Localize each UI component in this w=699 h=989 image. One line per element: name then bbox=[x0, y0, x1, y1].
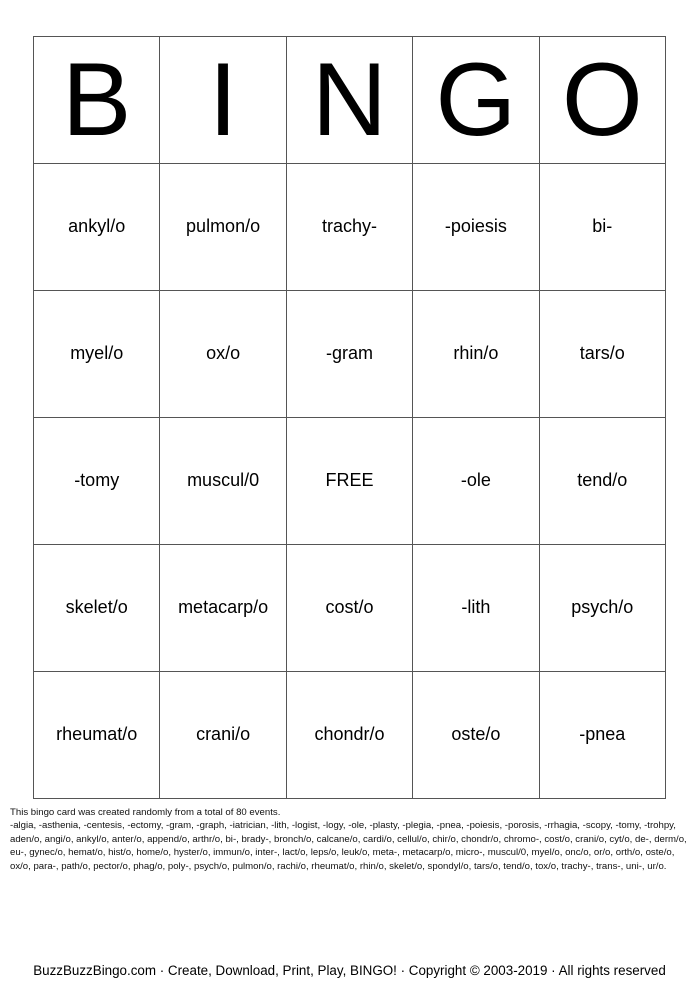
card-row bbox=[34, 418, 666, 545]
header-letter-g: G bbox=[413, 37, 539, 164]
header-letter-n: N bbox=[286, 37, 412, 164]
card-cell: rheumat/o bbox=[34, 672, 160, 799]
card-cell: cost/o bbox=[286, 545, 412, 672]
card-cell: crani/o bbox=[160, 672, 286, 799]
card-cell: -pnea bbox=[539, 672, 665, 799]
bingo-card bbox=[33, 36, 666, 799]
card-cell: skelet/o bbox=[34, 545, 160, 672]
card-cell: chondr/o bbox=[286, 672, 412, 799]
card-cell: oste/o bbox=[413, 672, 539, 799]
card-cell: tend/o bbox=[539, 418, 665, 545]
card-cell: ox/o bbox=[160, 291, 286, 418]
card-cell: psych/o bbox=[539, 545, 665, 672]
card-cell: metacarp/o bbox=[160, 545, 286, 672]
card-cell: muscul/0 bbox=[160, 418, 286, 545]
card-row bbox=[34, 291, 666, 418]
card-cell: -gram bbox=[286, 291, 412, 418]
card-row bbox=[34, 164, 666, 291]
card-cell: pulmon/o bbox=[160, 164, 286, 291]
note-intro: This bingo card was created randomly from a total of 80 events. bbox=[10, 807, 281, 818]
header-letter-i: I bbox=[160, 37, 286, 164]
card-cell: -ole bbox=[413, 418, 539, 545]
header-letter-o: O bbox=[539, 37, 665, 164]
card-cell: bi- bbox=[539, 164, 665, 291]
card-cell: -lith bbox=[413, 545, 539, 672]
footer-copyright: BuzzBuzzBingo.com · Create, Download, Print, Play, BINGO! · Copyright © 2003-2019 · All rights reserved bbox=[33, 963, 666, 978]
card-row bbox=[34, 672, 666, 799]
event-list-note bbox=[10, 806, 690, 873]
card-cell: myel/o bbox=[34, 291, 160, 418]
card-cell: -poiesis bbox=[413, 164, 539, 291]
card-cell: ankyl/o bbox=[34, 164, 160, 291]
card-cell: trachy- bbox=[286, 164, 412, 291]
card-cell: tars/o bbox=[539, 291, 665, 418]
header-row bbox=[34, 37, 666, 164]
note-events: -algia, -asthenia, -centesis, -ectomy, -gram, -graph, -iatrician, -lith, -logist, -logy, -ole, -plasty, -plegia, -pnea, -poiesis, -porosis, -rrhagia, -scopy, -tomy, -trohpy, aden/o, angi/o, ankyl/o, anter/o, append/o, arthr/o, bi-, brady-, bronch/o, calcane/o, cardi/o, cellul/o, chir/o, chondr/o, chromo-, cost/o, crani/o, cyt/o, de-, derm/o, eu-, gynec/o, hemat/o, hist/o, home/o, hyster/o, immun/o, inter-, lact/o, leps/o, leuk/o, meta-, metacarp/o, micro-, muscul/0, myel/o, onc/o, or/o, orth/o, oste/o, ox/o, para-, path/o, pector/o, phag/o, poly-, psych/o, pulmon/o, rachi/o, rheumat/o, rhin/o, skelet/o, spondyl/o, tars/o, tend/o, tox/o, trachy-, trans-, uni-, ur/o. bbox=[10, 820, 687, 872]
card-row bbox=[34, 545, 666, 672]
card-cell: rhin/o bbox=[413, 291, 539, 418]
header-letter-b: B bbox=[34, 37, 160, 164]
free-space-cell: FREE bbox=[286, 418, 412, 545]
card-cell: -tomy bbox=[34, 418, 160, 545]
